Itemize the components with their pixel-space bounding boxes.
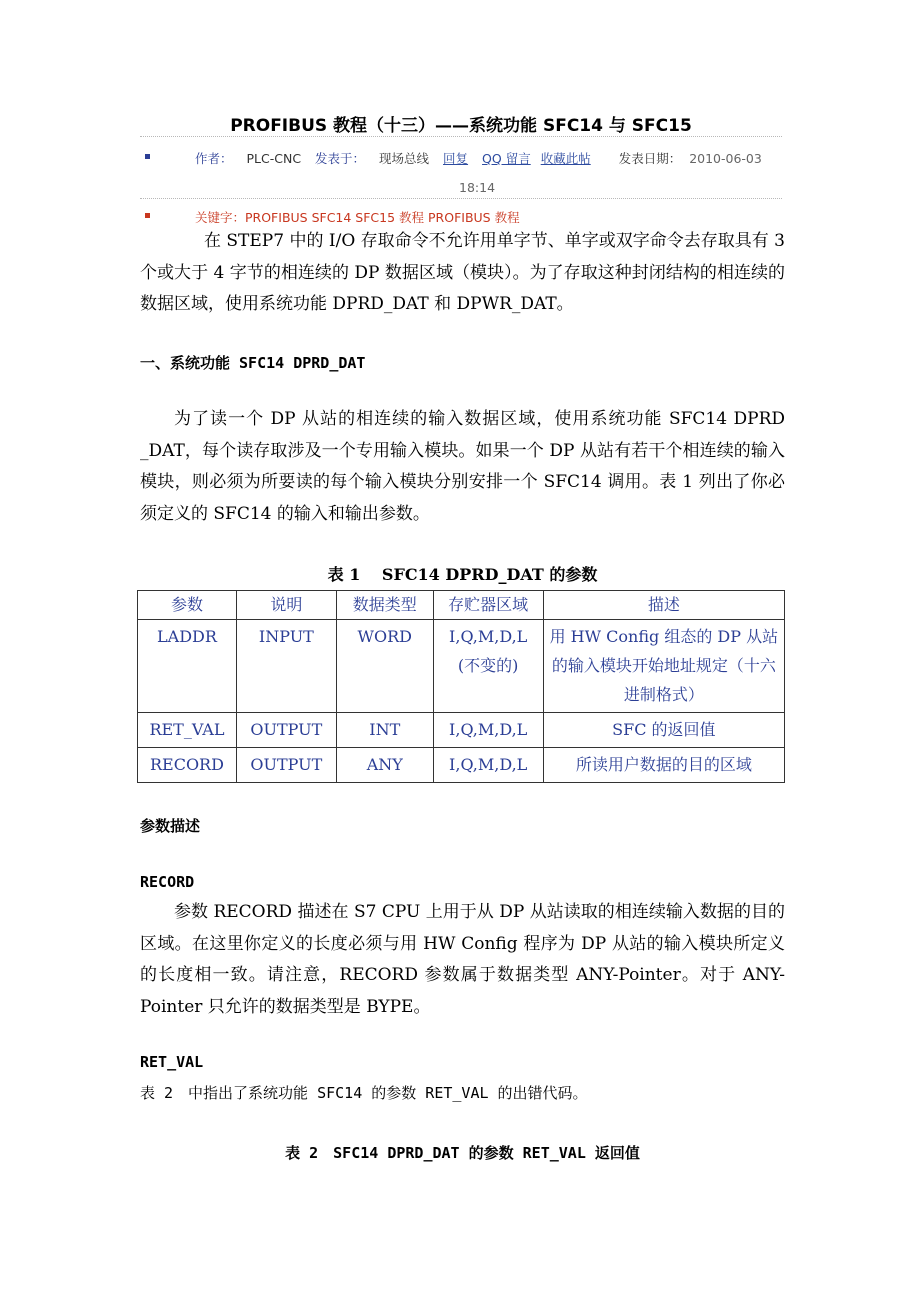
posted-in-label: 发表于： <box>315 151 366 166</box>
favorite-link[interactable]: 收藏此帖 <box>540 151 591 166</box>
table-header-cell: 说明 <box>236 591 336 620</box>
square-bullet-icon <box>145 213 150 218</box>
record-heading: RECORD <box>140 873 195 891</box>
intro-paragraph: 在 STEP7 中的 I/O 存取命令不允许用单字节、单字或双字命令去存取具有 3 个或大于 4 字节的相连续的 DP 数据区域（模块）。为了存取这种封闭结构的相连续的数据区域，使用系统功能 DPRD_DAT 和 DPWR_DAT。 <box>140 231 785 314</box>
table-cell: RET_VAL <box>138 713 237 748</box>
table-cell: WORD <box>336 620 433 713</box>
qq-message-link[interactable]: QQ 留言 <box>482 151 531 166</box>
table-header-cell: 存贮器区域 <box>433 591 543 620</box>
category-name: 现场总线 <box>379 151 430 166</box>
param-desc-heading: 参数描述 <box>140 817 201 835</box>
retval-paragraph: 表 2 中指出了系统功能 SFC14 的参数 RET_VAL 的出错代码。 <box>140 1084 588 1102</box>
table-cell: INPUT <box>236 620 336 713</box>
table-cell: I,Q,M,D,L (不变的) <box>433 620 543 713</box>
table-cell: I,Q,M,D,L <box>433 713 543 748</box>
section1-heading: 一、系统功能 SFC14 DPRD_DAT <box>140 354 366 372</box>
date-label: 发表日期： <box>618 151 682 166</box>
table2-caption: 表 2 SFC14 DPRD_DAT 的参数 RET_VAL 返回值 <box>285 1144 640 1162</box>
table-cell: OUTPUT <box>236 748 336 783</box>
table-row <box>138 620 785 713</box>
retval-heading: RET_VAL <box>140 1053 204 1071</box>
table-cell: INT <box>336 713 433 748</box>
title-divider <box>140 136 782 137</box>
table1-caption: 表 1 SFC14 DPRD_DAT 的参数 <box>327 565 598 584</box>
section1-paragraph: 为了读一个 DP 从站的相连续的输入数据区域，使用系统功能 SFC14 DPRD _DAT，每个读存取涉及一个专用输入模块。如果一个 DP 从站有若干个相连续的输入模块，则必须为所要读的每个输入模块分别安排一个 SFC14 调用。表 1 列出了你必须定义的 SFC14 的输入和输出参数。 <box>140 409 785 524</box>
reply-link[interactable]: 回复 <box>443 151 469 166</box>
table-header-cell: 描述 <box>543 591 784 620</box>
table-header-cell: 数据类型 <box>336 591 433 620</box>
parameter-table <box>137 590 785 783</box>
author-label: 作者： <box>195 151 233 166</box>
table-cell: ANY <box>336 748 433 783</box>
keywords-line: 关键字：PROFIBUS SFC14 SFC15 教程 PROFIBUS 教程 <box>195 210 520 225</box>
table-cell: OUTPUT <box>236 713 336 748</box>
record-paragraph: 参数 RECORD 描述在 S7 CPU 上用于从 DP 从站读取的相连续输入数据的目的区域。在这里你定义的长度必须与用 HW Config 程序为 DP 从站的输入模块所定义的长度相一致。请注意，RECORD 参数属于数据类型 ANY-Pointer。对于 ANY-Pointer 只允许的数据类型是 BYPE。 <box>140 902 785 1017</box>
table-cell: 所读用户数据的目的区域 <box>543 748 784 783</box>
table-row <box>138 748 785 783</box>
post-time: 18:14 <box>459 180 496 195</box>
table-cell: LADDR <box>138 620 237 713</box>
table-cell: SFC 的返回值 <box>543 713 784 748</box>
table-row <box>138 713 785 748</box>
table-cell: RECORD <box>138 748 237 783</box>
post-date: 2010-06-03 <box>689 151 762 166</box>
table-header-row <box>138 591 785 620</box>
square-bullet-icon <box>145 154 150 159</box>
meta-divider <box>140 198 782 199</box>
table-cell: I,Q,M,D,L <box>433 748 543 783</box>
post-meta <box>195 149 762 167</box>
article-title: PROFIBUS 教程（十三）——系统功能 SFC14 与 SFC15 <box>230 116 692 136</box>
table-header-cell: 参数 <box>138 591 237 620</box>
table-cell: 用 HW Config 组态的 DP 从站的输入模块开始地址规定（十六进制格式） <box>543 620 784 713</box>
author-name: PLC-CNC <box>246 151 302 166</box>
